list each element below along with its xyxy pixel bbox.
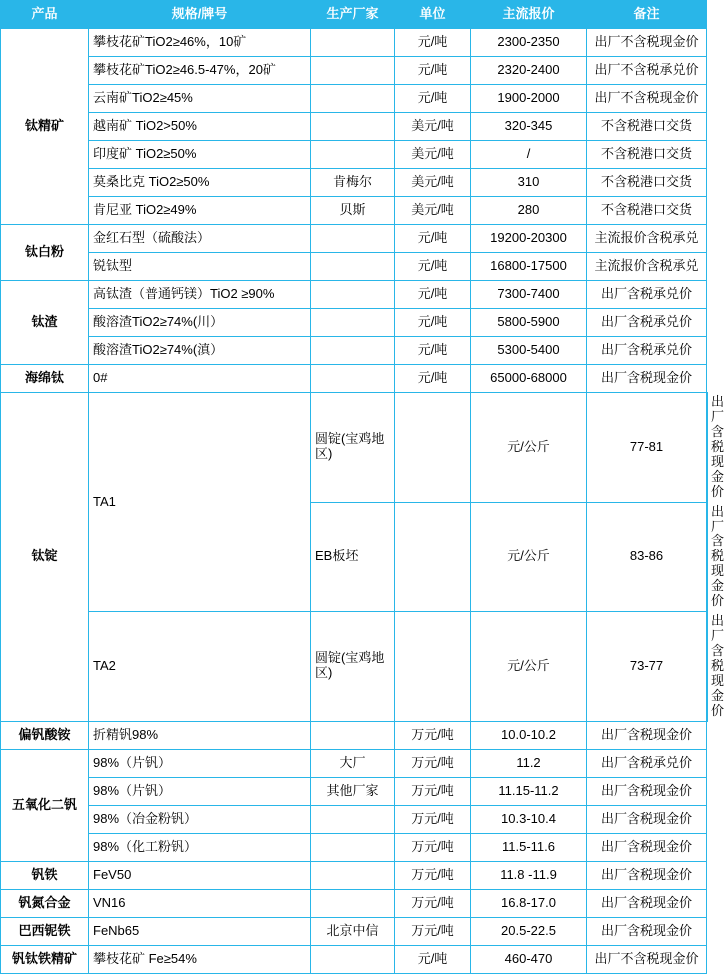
unit-cell: 元/公斤	[471, 612, 587, 722]
remark-cell: 出厂含税现金价	[587, 777, 707, 805]
table-row	[1, 225, 708, 253]
spec-cell: VN16	[89, 889, 311, 917]
unit-cell: 元/吨	[395, 253, 471, 281]
maker-cell	[311, 945, 395, 973]
spec-cell: 高钛渣（普通钙镁）TiO2 ≥90%	[89, 281, 311, 309]
unit-cell: 万元/吨	[395, 777, 471, 805]
remark-cell: 出厂含税承兑价	[587, 281, 707, 309]
spec-cell: 金红石型（硫酸法）	[89, 225, 311, 253]
unit-cell: 元/吨	[395, 281, 471, 309]
spec-cell: 印度矿 TiO2≥50%	[89, 141, 311, 169]
remark-cell: 出厂不含税现金价	[587, 29, 707, 57]
maker-cell	[311, 309, 395, 337]
unit-cell: 万元/吨	[395, 749, 471, 777]
maker-cell: 北京中信	[311, 917, 395, 945]
table-row	[1, 113, 708, 141]
maker-cell	[395, 612, 471, 722]
table-row	[1, 889, 708, 917]
price-cell: 280	[471, 197, 587, 225]
price-cell: 5800-5900	[471, 309, 587, 337]
price-cell: 11.15-11.2	[471, 777, 587, 805]
grade-cell: TA2	[89, 612, 311, 722]
price-cell: /	[471, 141, 587, 169]
spec-cell: FeNb65	[89, 917, 311, 945]
spec-cell: 圆锭(宝鸡地区)	[311, 612, 395, 722]
unit-cell: 元/吨	[395, 57, 471, 85]
table-row	[1, 777, 708, 805]
spec-cell: 云南矿TiO2≥45%	[89, 85, 311, 113]
unit-cell: 美元/吨	[395, 197, 471, 225]
spec-cell: 攀枝花矿TiO2≥46%，10矿	[89, 29, 311, 57]
table-body	[1, 29, 724, 974]
price-cell: 16.8-17.0	[471, 889, 587, 917]
maker-cell	[311, 721, 395, 749]
remark-cell: 出厂含税现金价	[587, 365, 707, 393]
table-row	[1, 309, 708, 337]
remark-cell: 不含税港口交货	[587, 113, 707, 141]
maker-cell	[311, 833, 395, 861]
spec-cell: 98%（化工粉钒）	[89, 833, 311, 861]
maker-cell: 其他厂家	[311, 777, 395, 805]
maker-cell: 肯梅尔	[311, 169, 395, 197]
table-row	[1, 612, 708, 722]
spec-cell: FeV50	[89, 861, 311, 889]
maker-cell	[311, 113, 395, 141]
spec-cell: 98%（冶金粉钒）	[89, 805, 311, 833]
table-row	[1, 337, 708, 365]
price-cell: 20.5-22.5	[471, 917, 587, 945]
product-group-cell: 巴西铌铁	[1, 917, 89, 945]
price-cell: 10.3-10.4	[471, 805, 587, 833]
price-cell: 11.8 -11.9	[471, 861, 587, 889]
remark-cell: 出厂不含税承兑价	[587, 57, 707, 85]
remark-cell: 不含税港口交货	[587, 197, 707, 225]
price-cell: 7300-7400	[471, 281, 587, 309]
remark-cell: 出厂含税现金价	[587, 805, 707, 833]
unit-cell: 元/吨	[395, 29, 471, 57]
product-group-cell: 钛锭	[1, 393, 89, 722]
maker-cell	[311, 337, 395, 365]
unit-cell: 元/吨	[395, 225, 471, 253]
remark-cell: 出厂不含税现金价	[587, 945, 707, 973]
remark-cell: 出厂含税承兑价	[587, 337, 707, 365]
remark-cell: 出厂含税承兑价	[587, 749, 707, 777]
product-group-cell: 钛精矿	[1, 29, 89, 225]
remark-cell: 出厂含税现金价	[587, 833, 707, 861]
price-cell: 10.0-10.2	[471, 721, 587, 749]
unit-cell: 万元/吨	[395, 889, 471, 917]
table-row	[1, 29, 708, 57]
header-spec: 规格/牌号	[89, 1, 311, 29]
spec-cell: 酸溶渣TiO2≥74%(滇）	[89, 337, 311, 365]
unit-cell: 万元/吨	[395, 917, 471, 945]
unit-cell: 美元/吨	[395, 169, 471, 197]
product-group-cell: 五氧化二钒	[1, 749, 89, 861]
spec-cell: 攀枝花矿 Fe≥54%	[89, 945, 311, 973]
price-cell: 5300-5400	[471, 337, 587, 365]
unit-cell: 万元/吨	[395, 833, 471, 861]
maker-cell	[311, 85, 395, 113]
table-row	[1, 253, 708, 281]
product-group-cell: 偏钒酸铵	[1, 721, 89, 749]
header-unit: 单位	[395, 1, 471, 29]
maker-cell	[311, 889, 395, 917]
unit-cell: 元/公斤	[471, 502, 587, 612]
product-group-cell: 钒钛铁精矿	[1, 945, 89, 973]
table-row	[1, 169, 708, 197]
header-row	[1, 1, 708, 29]
table-row	[1, 57, 708, 85]
maker-cell	[311, 225, 395, 253]
price-cell: 77-81	[587, 393, 707, 503]
spec-cell: 越南矿 TiO2>50%	[89, 113, 311, 141]
spec-cell: 酸溶渣TiO2≥74%(川）	[89, 309, 311, 337]
spec-cell: 98%（片钒）	[89, 777, 311, 805]
price-cell: 1900-2000	[471, 85, 587, 113]
product-group-cell: 钛渣	[1, 281, 89, 365]
unit-cell: 元/吨	[395, 365, 471, 393]
price-cell: 19200-20300	[471, 225, 587, 253]
unit-cell: 元/吨	[395, 337, 471, 365]
remark-cell: 出厂含税现金价	[587, 889, 707, 917]
maker-cell	[311, 805, 395, 833]
spec-cell: 莫桑比克 TiO2≥50%	[89, 169, 311, 197]
remark-cell: 出厂含税现金价	[587, 861, 707, 889]
remark-cell: 出厂含税现金价	[707, 612, 708, 722]
spec-cell: 0#	[89, 365, 311, 393]
spec-cell: 攀枝花矿TiO2≥46.5-47%，20矿	[89, 57, 311, 85]
price-cell: 83-86	[587, 502, 707, 612]
unit-cell: 元/公斤	[471, 393, 587, 503]
table-row	[1, 197, 708, 225]
price-cell: 11.2	[471, 749, 587, 777]
grade-cell: TA1	[89, 393, 311, 612]
unit-cell: 美元/吨	[395, 113, 471, 141]
table-row	[1, 721, 708, 749]
maker-cell	[311, 57, 395, 85]
maker-cell	[311, 253, 395, 281]
unit-cell: 美元/吨	[395, 141, 471, 169]
maker-cell	[311, 29, 395, 57]
table-row	[1, 141, 708, 169]
header-price: 主流报价	[471, 1, 587, 29]
unit-cell: 万元/吨	[395, 721, 471, 749]
table-row	[1, 393, 708, 503]
table-row	[1, 833, 708, 861]
maker-cell	[311, 141, 395, 169]
remark-cell: 出厂含税现金价	[587, 917, 707, 945]
spec-cell: 锐钛型	[89, 253, 311, 281]
unit-cell: 元/吨	[395, 945, 471, 973]
header-remark: 备注	[587, 1, 707, 29]
price-cell: 65000-68000	[471, 365, 587, 393]
spec-cell: 圆锭(宝鸡地区)	[311, 393, 395, 503]
remark-cell: 出厂含税现金价	[707, 393, 708, 503]
maker-cell	[311, 281, 395, 309]
maker-cell	[311, 365, 395, 393]
remark-cell: 不含税港口交货	[587, 141, 707, 169]
price-cell: 2300-2350	[471, 29, 587, 57]
table-row	[1, 861, 708, 889]
price-cell: 320-345	[471, 113, 587, 141]
price-cell: 16800-17500	[471, 253, 587, 281]
remark-cell: 出厂不含税现金价	[587, 85, 707, 113]
unit-cell: 万元/吨	[395, 805, 471, 833]
product-group-cell: 钒铁	[1, 861, 89, 889]
remark-cell: 主流报价含税承兑	[587, 225, 707, 253]
maker-cell	[395, 393, 471, 503]
remark-cell: 不含税港口交货	[587, 169, 707, 197]
spec-cell: 折精钒98%	[89, 721, 311, 749]
header-maker: 生产厂家	[311, 1, 395, 29]
product-group-cell: 钒氮合金	[1, 889, 89, 917]
spec-cell: 98%（片钒）	[89, 749, 311, 777]
maker-cell: 大厂	[311, 749, 395, 777]
maker-cell	[311, 861, 395, 889]
price-cell: 2320-2400	[471, 57, 587, 85]
remark-cell: 出厂含税现金价	[707, 502, 708, 612]
table-row	[1, 749, 708, 777]
remark-cell: 出厂含税承兑价	[587, 309, 707, 337]
table-row	[1, 805, 708, 833]
price-cell: 73-77	[587, 612, 707, 722]
product-group-cell: 海绵钛	[1, 365, 89, 393]
remark-cell: 出厂含税现金价	[587, 721, 707, 749]
maker-cell: 贝斯	[311, 197, 395, 225]
maker-cell	[395, 502, 471, 612]
table-row	[1, 281, 708, 309]
remark-cell: 主流报价含税承兑	[587, 253, 707, 281]
table-row	[1, 85, 708, 113]
unit-cell: 元/吨	[395, 85, 471, 113]
table-row	[1, 945, 708, 973]
price-cell: 460-470	[471, 945, 587, 973]
unit-cell: 万元/吨	[395, 861, 471, 889]
spec-cell: EB板坯	[311, 502, 395, 612]
unit-cell: 元/吨	[395, 309, 471, 337]
spec-cell: 肯尼亚 TiO2≥49%	[89, 197, 311, 225]
product-group-cell: 钛白粉	[1, 225, 89, 281]
price-cell: 11.5-11.6	[471, 833, 587, 861]
price-cell: 310	[471, 169, 587, 197]
table-row	[1, 917, 708, 945]
table-row	[1, 365, 708, 393]
table-header	[1, 1, 708, 29]
header-product: 产品	[1, 1, 89, 29]
